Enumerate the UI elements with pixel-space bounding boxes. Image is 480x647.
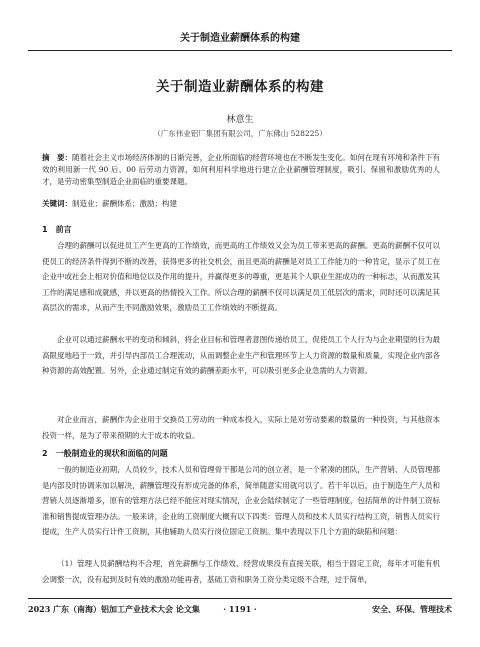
section-1-paragraph: 对企业而言，薪酬作为企业用于交换员工劳动的一种成本投入，实际上是对劳动要素的数量的一种投资，与其他资本投资一样，是为了带来预期的大于成本的收益。	[42, 415, 440, 440]
running-header: 关于制造业薪酬体系的构建	[28, 28, 452, 51]
author-name: 林意生	[226, 115, 254, 125]
keywords-text: 制造业；薪酬体系；激励；构建	[72, 199, 177, 208]
section-2-paragraph: 一般的制造业初期，人员较少，技术人员和管理骨干都是公司的创立者，是一个紧凑的团队，生产营销、人员管理都是内部及时协调来加以解决，薪酬管理没有形成完备的体系，简单随意实用就可以了。若干年以后，由于制造生产人员和营销人员逐渐增多，原有的管理方法已经不能应对现实情况，企业会陆续制定了一些管理制度，包括简单的计件制工资标准和销售提成管理办法。一般来讲，企业的工资制度大概有以下四类：管理人员和技术人员实行结构工资，销售人员实行提成，生产人员实行计件工资制，其他辅助人员实行岗位固定工资制。集中表现以下几个方面的缺陷和问题：	[42, 465, 440, 536]
page-footer	[28, 598, 452, 619]
abstract-text: 随着社会主义市场经济体制的日渐完善，企业所面临的经营环境也在不断发生变化。如何在现有环境和条件下有效的利用新一代 90 后、00 后劳动力资源，如何利用科学地进行建立企业薪酬管理制度，吸引、保留和激励优秀的人才，是劳动密集型制造企业面临的重要课题。	[42, 153, 441, 186]
keywords	[42, 198, 440, 210]
section-2-paragraph: （1）管理人员薪酬结构不合理，首先薪酬与工作绩效、经营成果没有直接关联，相当于固定工资，每年才可能有机会调整一次，没有起到及时有效的激励功能再者，基础工资和职务工资分类定级不合理，过于简单，	[42, 559, 440, 584]
paper-title: 关于制造业薪酬体系的构建	[156, 79, 324, 95]
footer-category: 安全、环保、管理技术	[372, 604, 452, 614]
footer-proceedings: 2023 广东（南海）铝加工产业技术大会 论文集	[28, 604, 200, 614]
section-1-heading: 1 前言	[42, 225, 72, 234]
keywords-label: 关键词：	[42, 199, 72, 208]
author-affiliation: （广东伟业铝厂集团有限公司，广东佛山 528225）	[153, 129, 327, 138]
abstract-label: 摘 要：	[42, 153, 73, 162]
page-number: · 1191 ·	[223, 604, 257, 614]
section-1-paragraph: 合理的薪酬可以促进员工产生更高的工作绩效，而更高的工作绩效又会为员工带来更高的薪酬。更高的薪酬不仅可以使员工的经济条件得到不断的改善，获得更多的社交机会，而且更高的薪酬是对员工工作能力的一种肯定，显示了员工在企业中或社会上相对价值和地位以及作用的提升，并赢得更多的尊重，更是其个人职业生涯成功的一种标志，从而激发其工作的满足感和成就感，并以更高的热情投入工作。所以合理的薪酬不仅可以满足员工低层次的需求，同时还可以满足其高层次的需求，从而产生不同激励效果，激励员工工作绩效的不断提高。	[42, 241, 440, 312]
section-2-heading: 2 一般制造业的现状和面临的问题	[42, 449, 168, 458]
section-1-paragraph: 企业可以通过薪酬水平的变动和倾斜，将企业目标和管理者意图传递给员工，促使员工个人行为与企业期望的行为最高限度地趋于一致，并引导内部员工合理流动，从而调整企业生产和管理环节上人力资源的数量和质量，实现企业内部各种资源的高效配置。另外，企业通过制定有效的薪酬差距水平，可以吸引更多企业急需的人力资源。	[42, 335, 440, 375]
abstract	[42, 152, 440, 188]
